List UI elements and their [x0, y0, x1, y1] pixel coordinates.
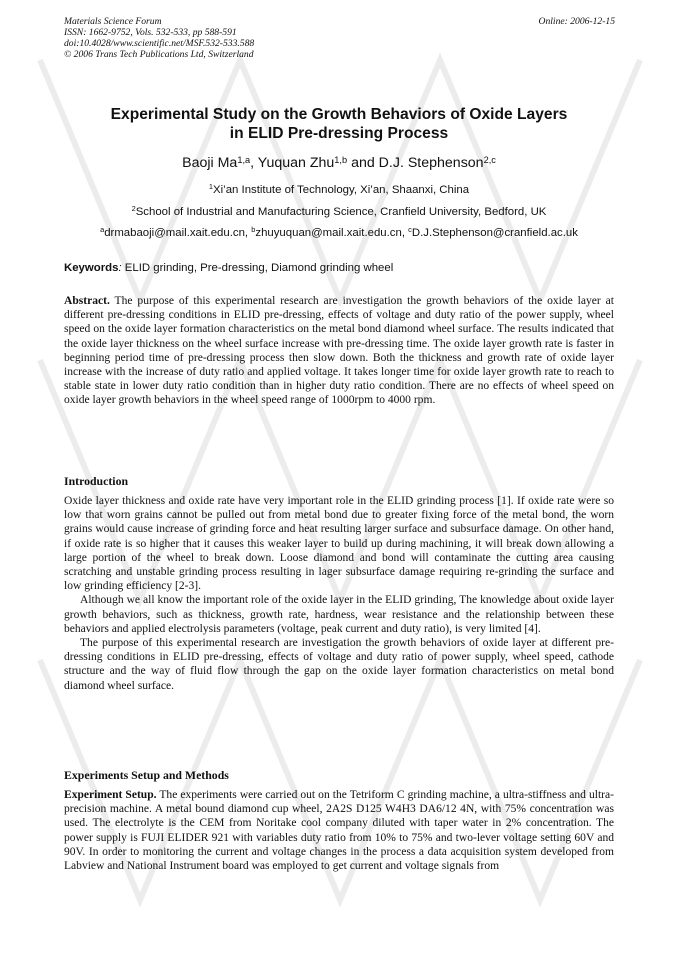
author-emails [20, 226, 658, 240]
affiliation-1-mark: 1 [208, 182, 214, 192]
email-b: zhuyuquan@mail.xait.edu.cn, [255, 227, 409, 239]
issn: ISSN: 1662-9752, Vols. 532-533, pp 588-591 [64, 27, 237, 38]
email-b-mark: b [251, 225, 256, 235]
author-list [40, 154, 638, 172]
introduction-heading: Introduction [64, 474, 129, 488]
email-a-mark: a [100, 225, 105, 235]
intro-paragraph-3: The purpose of this experimental research are investigation the growth behaviors of oxide layer at different pre-dressing conditions in ELID pre-dressing, effects of voltage and duty ratio of power supply, wheel speed, cathode structure and the way of fluid flow through the gap on the oxide layer formation characteristics on metal bond diamond wheel surface. [64, 637, 614, 692]
paper-title [40, 105, 638, 143]
keywords-text: ELID grinding, Pre-dressing, Diamond grinding wheel [124, 262, 394, 274]
methods-heading: Experiments Setup and Methods [64, 768, 229, 782]
author-3: and D.J. Stephenson [347, 155, 484, 171]
introduction-body [64, 494, 614, 693]
experiment-setup-label: Experiment Setup. [64, 789, 157, 801]
experiment-setup-text: The experiments were carried out on the Tetriform C grinding machine, a ultra-stiffness and ultra- precision machine. A metal bound diamond cup wheel, 2A2S D125 W4H3 DA6/12 4N, with 75% concentration was used. The electrolyte is the CEM from Noritake cool company diluted with taper water in 2% concentration. The power supply is FUJI ELIDER 921 with variables duty ratio from 10% to 75% and two-lever voltage setting 60V and 90V. In order to monitoring the current and voltage changes in the process a data acquisition system developed from Labview and National Instrument board was employed to get current and voltage signals from [64, 789, 614, 873]
keywords [64, 261, 393, 275]
author-2: , Yuquan Zhu [250, 155, 335, 171]
affiliation-1 [20, 183, 658, 197]
affiliation-2-mark: 2 [131, 204, 136, 214]
keywords-label: Keywords [64, 262, 119, 274]
email-c: D.J.Stephenson@cranfield.ac.uk [411, 227, 578, 239]
keywords-colon: : [118, 262, 125, 274]
doi: doi:10.4028/www.scientific.net/MSF.532-533.588 [64, 38, 255, 49]
author-1-mark: 1,a [237, 154, 251, 165]
affiliation-2-text: School of Industrial and Manufacturing Science, Cranfield University, Bedford, UK [135, 206, 547, 218]
intro-paragraph-1: Oxide layer thickness and oxide rate have very important role in the ELID grinding process [1]. If oxide rate were so low that worn grains cannot be pulled out from metal bond due to greater fixing force of the metal bond, the worn grains would cause increase of grinding force and heat resulting larger surface and subsurface damage. On other hand, if oxide rate is so higher that it causes this weaker layer to build up during machining, it will break down allowing a large portion of the wheel to break down. Loose diamond and bond will contaminate the cutting area causing scratching and unstable grinding process resulting in lager subsurface damage requiring re-grinding the surface and low grinding efficiency [2-3]. [64, 495, 614, 593]
journal-info [64, 16, 254, 60]
affiliation-1-text: Xi’an Institute of Technology, Xi’an, Shaanxi, China [213, 184, 470, 196]
abstract-label: Abstract. [64, 295, 110, 307]
experiment-setup [64, 788, 614, 873]
title-line-1: Experimental Study on the Growth Behaviors of Oxide Layers [110, 106, 568, 123]
affiliation-2 [20, 205, 658, 219]
journal-name: Materials Science Forum [64, 16, 162, 27]
intro-paragraph-2: Although we all know the important role of the oxide layer in the ELID grinding, The knowledge about oxide layer growth behaviors, such as thickness, growth rate, hardness, wear resistance and the relationship between these behaviors and applied electrolysis parameters (voltage, peak current and duty ratio), is very limited [4]. [64, 594, 614, 635]
email-a: drmabaoji@mail.xait.edu.cn, [104, 227, 252, 239]
email-c-mark: c [408, 225, 412, 235]
abstract [64, 294, 614, 408]
author-2-mark: 1,b [334, 154, 348, 165]
title-line-2: in ELID Pre-dressing Process [229, 125, 449, 142]
author-1: Baoji Ma [182, 155, 238, 171]
online-date: Online: 2006-12-15 [538, 16, 615, 27]
author-3-mark: 2,c [483, 154, 496, 165]
abstract-text: The purpose of this experimental research are investigation the growth behaviors of the oxide layer at different pre-dressing conditions in ELID pre-dressing, effects of voltage and duty ratio of the power supply, wheel speed on the oxide layer formation characteristics on the metal bond diamond wheel surface. The results indicated that the oxide layer thickness on the wheel surface increase with pre-dressing time. The oxide layer growth rate is faster in beginning period time of pre-dressing process then slow down. Both the thickness and growth rate of oxide layer increase with the increase of duty ratio and applied voltage. It takes longer time for oxide layer growth rate to reach to stable state in lower duty ratio condition than in higher duty ratio condition. There are no effects of wheel speed on oxide layer growth behaviors in the wheel speed range of 1000rpm to 4000 rpm. [64, 295, 614, 407]
copyright: © 2006 Trans Tech Publications Ltd, Switzerland [64, 49, 254, 60]
